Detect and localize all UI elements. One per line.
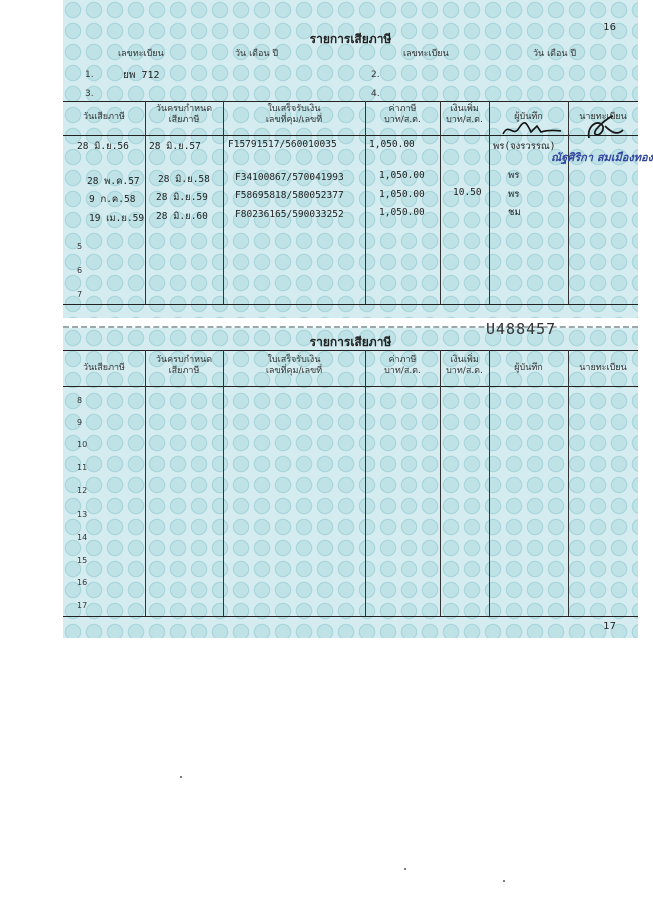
column-divider <box>223 350 224 616</box>
column-divider <box>568 101 569 304</box>
reg-line-number: 1. <box>85 70 94 80</box>
page-number: 17 <box>603 621 616 632</box>
column-header-paid-date: วันเสียภาษี <box>83 363 125 373</box>
column-header-registrar: นายทะเบียน <box>579 112 627 122</box>
row-number: 12 <box>77 486 88 495</box>
recorder-cell: ชม <box>508 207 521 218</box>
header-bottom-rule <box>63 386 638 387</box>
page-number: 16 <box>603 22 616 33</box>
table-top-rule <box>63 350 638 351</box>
table-bottom-rule <box>63 304 638 305</box>
registration-number: ยพ 712 <box>123 70 160 81</box>
receipt-cell: F58695818/580052377 <box>235 190 344 201</box>
column-divider <box>365 101 366 304</box>
paid-date-cell: 28 มิ.ย.56 <box>77 141 129 152</box>
column-divider <box>489 350 490 616</box>
column-divider <box>440 101 441 304</box>
receipt-cell: F80236165/590033252 <box>235 209 344 220</box>
reg-line-number: 2. <box>371 70 380 80</box>
serial-number: U488457 <box>486 320 557 338</box>
column-header-paid-date: วันเสียภาษี <box>83 112 125 122</box>
row-number: 7 <box>77 290 83 299</box>
column-header-recorder: ผู้บันทึก <box>514 363 543 373</box>
scan-speck <box>404 868 406 870</box>
row-number: 8 <box>77 396 83 405</box>
table-bottom-rule <box>63 616 638 617</box>
column-header-tax: ค่าภาษี บาท/ส.ต. <box>384 104 421 125</box>
row-number: 9 <box>77 418 83 427</box>
recorder-cell: พร <box>508 170 520 181</box>
section-title: รายการเสียภาษี <box>309 335 392 349</box>
receipt-cell: F34100867/570041993 <box>235 172 344 183</box>
column-header-surcharge: เงินเพิ่ม บาท/ส.ต. <box>446 104 483 125</box>
row-number: 17 <box>77 601 88 610</box>
column-divider <box>489 101 490 304</box>
column-header-receipt: ใบเสร็จรับเงิน เลขที่คุม/เลขที่ <box>265 104 323 125</box>
date-label-1: วัน เดือน ปี <box>235 49 279 59</box>
reg-label-1: เลขทะเบียน <box>118 49 164 59</box>
surcharge-cell: 10.50 <box>453 187 482 198</box>
row-number: 11 <box>77 463 88 472</box>
column-divider <box>145 101 146 304</box>
reg-label-2: เลขทะเบียน <box>403 49 449 59</box>
due-date-cell: 28 มิ.ย.60 <box>156 211 208 222</box>
registrar-signature <box>583 114 625 144</box>
recorder-cell: พร <box>508 189 520 200</box>
due-date-cell: 28 มิ.ย.58 <box>158 174 210 185</box>
column-divider <box>440 350 441 616</box>
tax-cell: 1,050.00 <box>369 139 415 150</box>
tax-cell: 1,050.00 <box>379 170 425 181</box>
table-top-rule <box>63 101 638 102</box>
row-number: 10 <box>77 440 88 449</box>
due-date-cell: 28 มิ.ย.57 <box>149 141 201 152</box>
receipt-cell: F15791517/560010035 <box>228 139 337 150</box>
date-label-2: วัน เดือน ปี <box>533 49 577 59</box>
tax-cell: 1,050.00 <box>379 189 425 200</box>
column-divider <box>145 350 146 616</box>
column-header-due-date: วันครบกำหนด เสียภาษี <box>155 355 213 376</box>
recorder-signature <box>501 118 563 140</box>
paid-date-cell: 28 พ.ค.57 <box>87 176 140 187</box>
row-number: 15 <box>77 556 88 565</box>
registrar-name-stamp: ณัฐศิริกา สมเมืองทอง <box>551 151 653 164</box>
paid-date-cell: 19 เม.ย.59 <box>89 213 145 224</box>
column-divider <box>223 101 224 304</box>
column-header-surcharge: เงินเพิ่ม บาท/ส.ต. <box>446 355 483 376</box>
column-header-tax: ค่าภาษี บาท/ส.ต. <box>384 355 421 376</box>
scan-speck <box>503 880 505 882</box>
tax-record-page-16 <box>63 0 653 318</box>
column-header-receipt: ใบเสร็จรับเงิน เลขที่คุม/เลขที่ <box>265 355 323 376</box>
recorder-cell: พร(จงรวรรณ) <box>493 141 556 152</box>
row-number: 13 <box>77 510 88 519</box>
column-header-due-date: วันครบกำหนด เสียภาษี <box>155 104 213 125</box>
reg-line-number: 4. <box>371 89 380 99</box>
column-divider <box>568 350 569 616</box>
column-header-registrar: นายทะเบียน <box>579 363 627 373</box>
row-number: 14 <box>77 533 88 542</box>
column-header-recorder: ผู้บันทึก <box>514 112 543 122</box>
reg-line-number: 3. <box>85 89 94 99</box>
scan-speck <box>180 776 182 778</box>
tax-cell: 1,050.00 <box>379 207 425 218</box>
row-number: 6 <box>77 266 83 275</box>
tax-record-page-17 <box>63 320 638 638</box>
due-date-cell: 28 มิ.ย.59 <box>156 192 208 203</box>
column-divider <box>365 350 366 616</box>
section-title: รายการเสียภาษี <box>309 32 392 46</box>
row-number: 5 <box>77 242 83 251</box>
row-number: 16 <box>77 578 88 587</box>
paid-date-cell: 9 ก.ค.58 <box>89 194 136 205</box>
